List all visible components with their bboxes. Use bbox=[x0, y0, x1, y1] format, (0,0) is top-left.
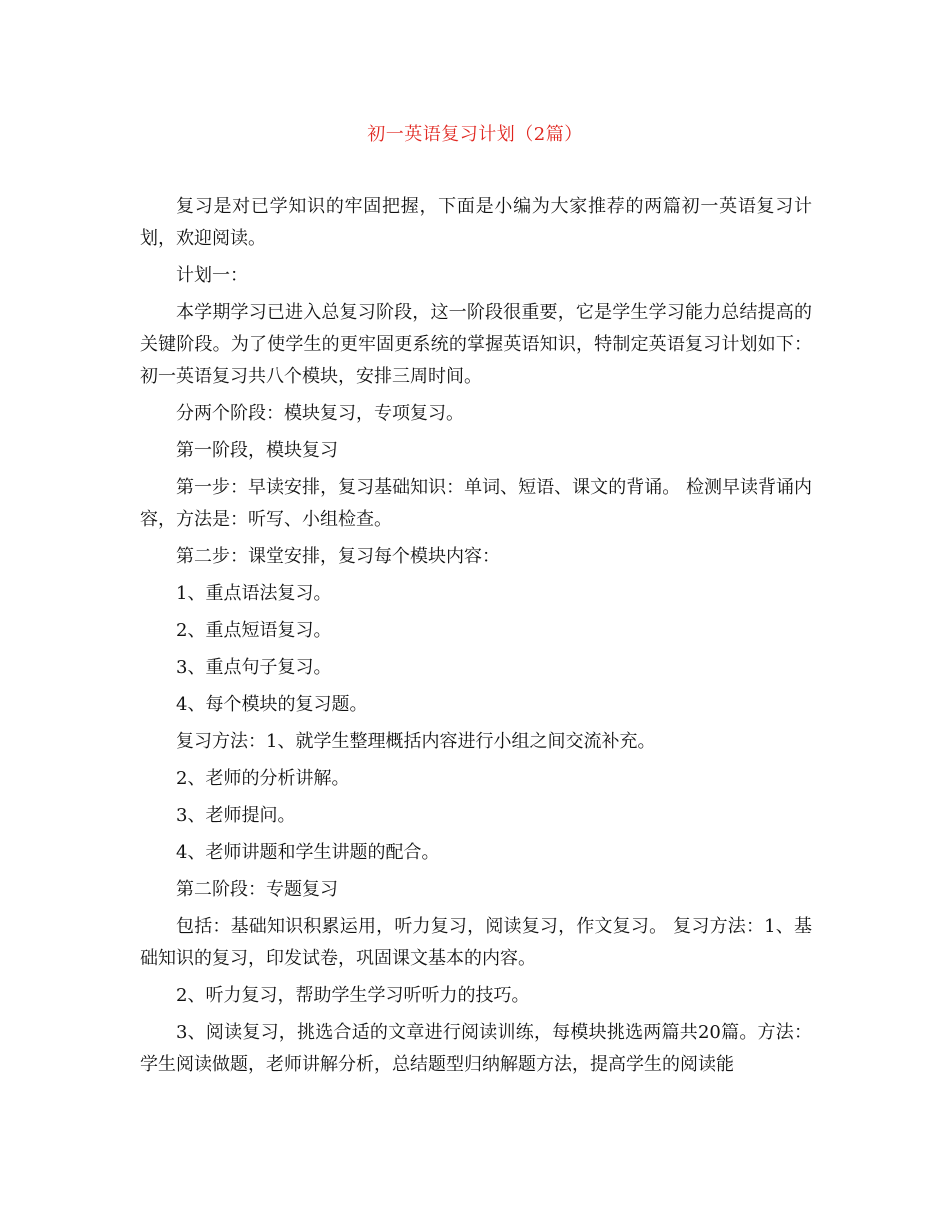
document-body bbox=[140, 191, 812, 1086]
paragraph: 第一阶段，模块复习 bbox=[176, 440, 338, 461]
paragraph: 2、重点短语复习。 bbox=[176, 620, 332, 641]
paragraph: 第二步：课堂安排，复习每个模块内容： bbox=[176, 546, 500, 567]
paragraph: 3、阅读复习，挑选合适的文章进行阅读训练，每模块挑选两篇共20篇。方法：学生阅读做题，老师讲解分析，总结题型归纳解题方法，提高学生的阅读能 bbox=[140, 1022, 812, 1075]
document-title: 初一英语复习计划（2篇） bbox=[367, 124, 583, 145]
paragraph: 本学期学习已进入总复习阶段，这一阶段很重要，它是学生学习能力总结提高的关键阶段。为了使学生的更牢固更系统的掌握英语知识，特制定英语复习计划如下： 初一英语复习共八个模块，安排三周时间。 bbox=[140, 302, 812, 387]
paragraph: 4、每个模块的复习题。 bbox=[176, 694, 368, 715]
paragraph: 3、老师提问。 bbox=[176, 805, 296, 826]
paragraph: 1、重点语法复习。 bbox=[176, 583, 332, 604]
paragraph: 2、老师的分析讲解。 bbox=[176, 768, 350, 789]
paragraph: 3、重点句子复习。 bbox=[176, 657, 332, 678]
paragraph: 第二阶段：专题复习 bbox=[176, 879, 338, 900]
paragraph: 第一步：早读安排，复习基础知识：单词、短语、课文的背诵。 检测早读背诵内容，方法是：听写、小组检查。 bbox=[140, 477, 812, 530]
paragraph: 复习方法：1、就学生整理概括内容进行小组之间交流补充。 bbox=[176, 731, 656, 752]
paragraph: 复习是对已学知识的牢固把握，下面是小编为大家推荐的两篇初一英语复习计划，欢迎阅读。 bbox=[140, 196, 812, 249]
paragraph: 计划一： bbox=[176, 265, 248, 286]
paragraph: 包括：基础知识积累运用，听力复习，阅读复习，作文复习。 复习方法：1、基础知识的复习，印发试卷，巩固课文基本的内容。 bbox=[140, 916, 812, 969]
paragraph: 4、老师讲题和学生讲题的配合。 bbox=[176, 842, 440, 863]
paragraph: 2、听力复习，帮助学生学习听听力的技巧。 bbox=[176, 985, 530, 1006]
paragraph: 分两个阶段：模块复习，专项复习。 bbox=[176, 403, 464, 424]
